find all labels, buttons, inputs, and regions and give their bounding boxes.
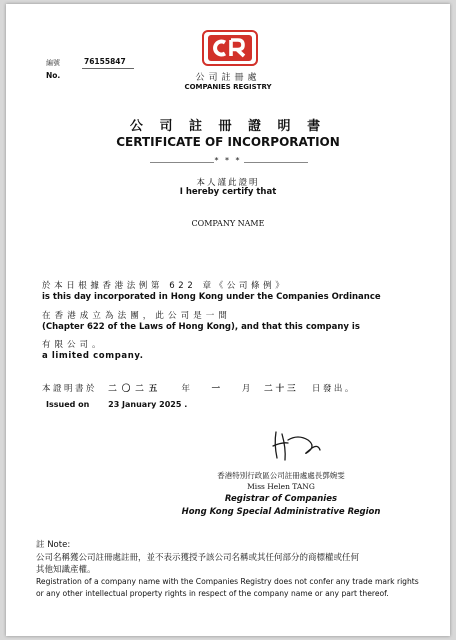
issue-label-en: Issued on [46, 400, 90, 409]
body-line2-en: (Chapter 622 of the Laws of Hong Kong), and that this company is [42, 322, 360, 332]
note-label: 註 Note: [36, 540, 71, 550]
issue-month-cn: 一 [211, 384, 223, 394]
title-en: CERTIFICATE OF INCORPORATION [116, 135, 340, 149]
certificate-page [6, 4, 450, 636]
note-en-line2: or any other intellectual property rights in respect of the company name or any part thereof. [36, 589, 389, 598]
registry-name-cn: 公司註冊處 [195, 73, 261, 83]
cr-logo-icon [210, 37, 250, 59]
registrar-signature [268, 428, 322, 464]
issue-day-cn: 二十三 [264, 384, 299, 394]
note-cn-line2: 其他知識產權。 [36, 565, 96, 575]
company-name: COMPANY NAME [191, 219, 265, 228]
registry-name-en: COMPANIES REGISTRY [184, 83, 272, 91]
issue-prefix-cn: 本證明書於 [42, 384, 98, 394]
note-cn-line1: 公司名稱獲公司註冊處註冊，並不表示獲授予該公司名稱或其任何部分的商標權或任何 [36, 553, 360, 563]
number-underline [82, 68, 134, 69]
body-line2-cn: 在香港成立為法團，此公司是一間 [42, 311, 232, 321]
body-line1-cn: 於本日根據香港法例第 622 章《公司條例》 [42, 281, 288, 291]
issue-date-value: 23 January 2025 . [108, 400, 188, 409]
issue-date-cn [42, 382, 356, 394]
divider-right [244, 162, 308, 163]
body-line3-cn: 有限公司。 [42, 340, 105, 350]
issue-year-unit: 年 [181, 384, 193, 394]
body-line3-en: a limited company. [42, 351, 144, 361]
registrar-title: Registrar of Companies [224, 494, 338, 504]
issue-year-cn: 二〇二五 [108, 384, 163, 394]
divider-stars: * * * [214, 156, 242, 165]
note-en-line1: Registration of a company name with the Companies Registry does not confer any trade mark rights [36, 577, 419, 586]
certify-en: I hereby certify that [179, 187, 277, 197]
registrar-office-cn: 香港特別行政區公司註冊處處長鄧婉雯 [217, 471, 345, 480]
certify-cn: 本人謹此證明 [196, 178, 260, 188]
number-label-en: No. [46, 71, 61, 80]
certificate-number: 76155847 [84, 57, 126, 66]
registrar-region: Hong Kong Special Administrative Region [181, 507, 381, 517]
number-label-cn: 編號 [46, 59, 60, 67]
title-cn: 公 司 註 冊 證 明 書 [129, 119, 327, 134]
body-line1-en: is this day incorporated in Hong Kong under the Companies Ordinance [42, 292, 381, 302]
issue-date-en [46, 400, 187, 409]
registrar-name: Miss Helen TANG [247, 482, 315, 491]
companies-registry-logo [202, 30, 258, 66]
issue-suffix-cn: 日發出。 [311, 384, 356, 394]
issue-month-unit: 月 [241, 384, 253, 394]
